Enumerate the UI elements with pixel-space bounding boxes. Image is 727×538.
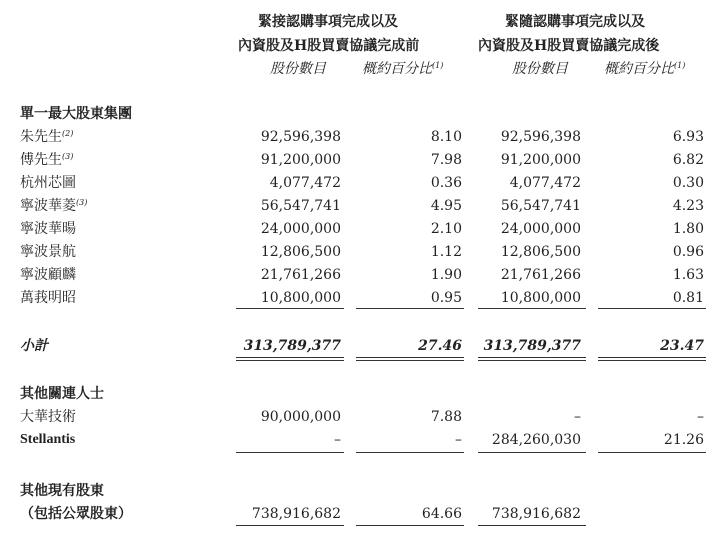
shares-before: 24,000,000 (260, 221, 341, 237)
shares-after: 738,916,682 (491, 506, 581, 522)
pct-after: 21.26 (663, 432, 704, 448)
divider (598, 452, 706, 453)
shares-before: 4,077,472 (269, 175, 341, 191)
group-other-connected: 其他關連人士 (20, 386, 104, 402)
subtotal-pct-after: 23.47 (660, 338, 704, 354)
shares-after: 91,200,000 (500, 152, 581, 168)
divider (356, 308, 464, 309)
shares-before: 90,000,000 (260, 409, 341, 425)
divider (478, 308, 586, 309)
pct-before: 0.36 (430, 175, 462, 191)
pct-after: 6.82 (672, 152, 704, 168)
shares-after: 56,547,741 (500, 198, 581, 214)
divider (356, 452, 464, 453)
shares-before: 10,800,000 (260, 290, 341, 306)
pct-before: – (455, 432, 462, 448)
header-shares-after: 股份數目 (512, 61, 568, 77)
pct-after: – (697, 409, 704, 425)
shares-before: 92,596,398 (260, 129, 341, 145)
divider (236, 357, 344, 361)
shares-after: 284,260,030 (491, 432, 581, 448)
divider (236, 452, 344, 453)
pct-after: 1.80 (672, 221, 704, 237)
pct-after: 0.96 (672, 244, 704, 260)
shares-before: 56,547,741 (260, 198, 341, 214)
divider (236, 308, 344, 309)
row-name: （包括公眾股東） (20, 506, 132, 522)
shares-after: 21,761,266 (500, 267, 581, 283)
pct-before: 0.95 (430, 290, 462, 306)
pct-before: 1.12 (430, 244, 462, 260)
subtotal-shares-after: 313,789,377 (483, 338, 581, 354)
header-pct-after: 概約百分比$^{(1)}$ (604, 61, 686, 77)
shares-before: 738,916,682 (251, 506, 341, 522)
shares-after: – (574, 409, 581, 425)
shares-before: 91,200,000 (260, 152, 341, 168)
row-name: 萬莪明昭 (20, 290, 76, 306)
header-after-line1: 緊隨認購事項完成以及 (505, 14, 645, 30)
divider (478, 357, 586, 361)
pct-before: 7.98 (430, 152, 462, 168)
row-name: 寧波華菱$^{(3)}$ (20, 198, 88, 214)
divider (598, 357, 706, 361)
pct-after: 1.63 (672, 267, 704, 283)
shares-after: 12,806,500 (500, 244, 581, 260)
pct-before: 64.66 (421, 506, 462, 522)
pct-after: 0.30 (672, 175, 704, 191)
row-name: 寧波景航 (20, 244, 76, 260)
subtotal-shares-before: 313,789,377 (243, 338, 341, 354)
shares-after: 24,000,000 (500, 221, 581, 237)
divider (356, 357, 464, 361)
row-name: 朱先生$^{(2)}$ (20, 129, 74, 145)
row-name: 寧波顧麟 (20, 267, 76, 283)
subtotal-pct-before: 27.46 (418, 338, 462, 354)
pct-before: 8.10 (430, 129, 462, 145)
divider (356, 525, 464, 526)
shares-before: 12,806,500 (260, 244, 341, 260)
header-shares-before: 股份數目 (270, 61, 326, 77)
header-before-line2: 內資股及H股買賣協議完成前 (238, 38, 420, 54)
divider (478, 525, 586, 526)
row-name: 杭州芯圖 (20, 175, 76, 191)
pct-before: 7.88 (430, 409, 462, 425)
group-other-existing: 其他現有股東 (20, 483, 104, 499)
shares-after: 4,077,472 (509, 175, 581, 191)
shares-before: – (334, 432, 341, 448)
row-name: 傅先生$^{(3)}$ (20, 152, 74, 168)
pct-after: 6.93 (672, 129, 704, 145)
group-single-largest: 單一最大股東集團 (20, 106, 132, 122)
subtotal-label: 小計 (20, 338, 48, 354)
pct-before: 1.90 (430, 267, 462, 283)
row-name: 寧波華暘 (20, 221, 76, 237)
row-name: 大華技術 (20, 409, 76, 425)
shares-before: 21,761,266 (260, 267, 341, 283)
divider (236, 525, 344, 526)
pct-after: 4.23 (672, 198, 704, 214)
pct-before: 2.10 (430, 221, 462, 237)
divider (478, 452, 586, 453)
pct-after: 0.81 (672, 290, 704, 306)
row-name: Stellantis (20, 432, 76, 447)
shares-after: 10,800,000 (500, 290, 581, 306)
header-after-line2: 內資股及H股買賣協議完成後 (478, 38, 660, 54)
shares-after: 92,596,398 (500, 129, 581, 145)
header-pct-before: 概約百分比$^{(1)}$ (362, 61, 444, 77)
pct-before: 4.95 (430, 198, 462, 214)
divider (598, 308, 706, 309)
header-before-line1: 緊接認購事項完成以及 (258, 14, 398, 30)
